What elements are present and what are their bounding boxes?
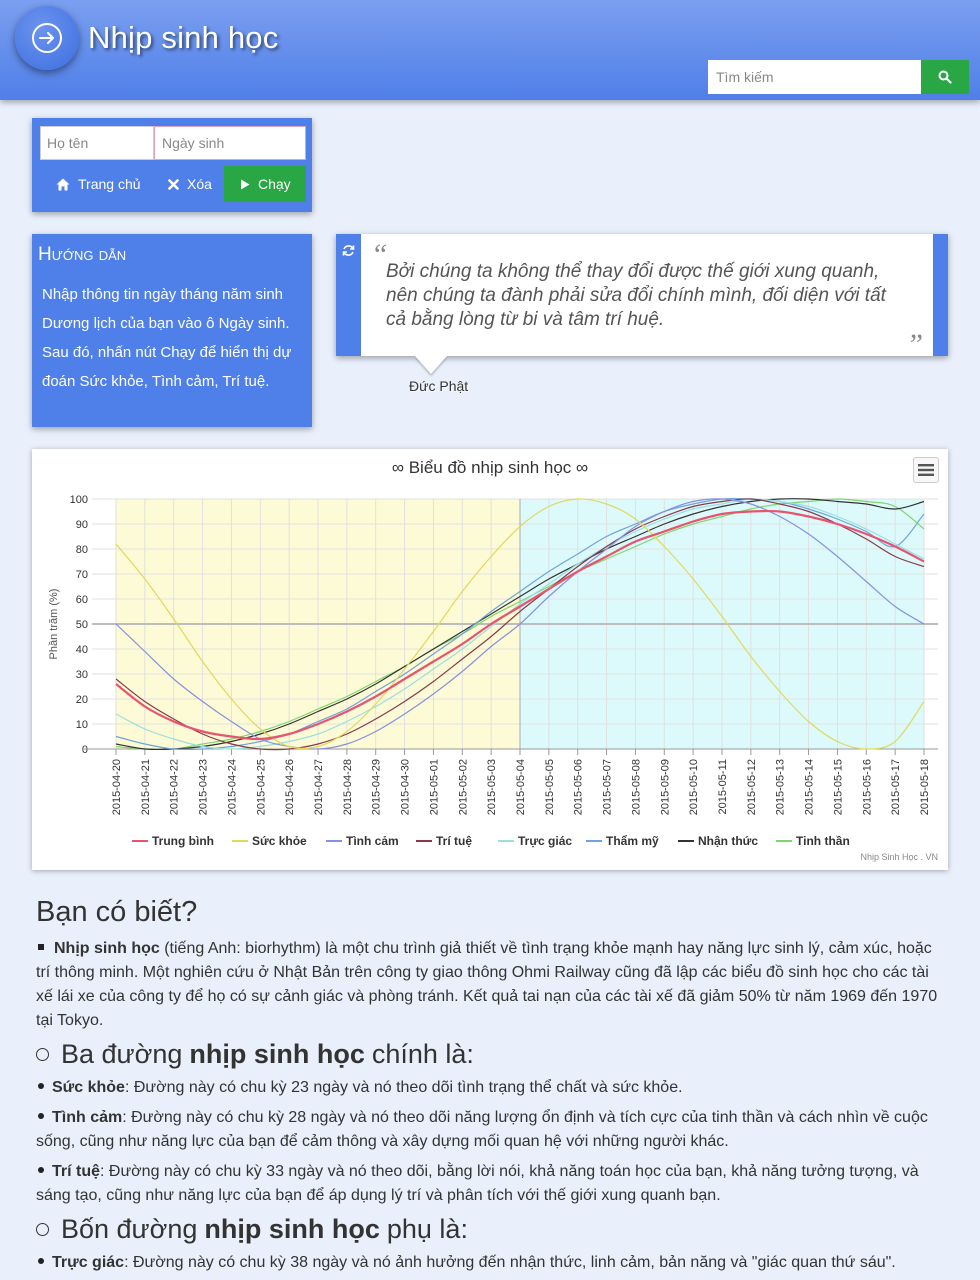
y-tick-label: 50 [75, 619, 88, 631]
circle-bullet [36, 1048, 49, 1061]
chart-menu-button[interactable] [913, 457, 939, 483]
x-tick-label: 2015-05-18 [919, 759, 931, 816]
y-tick-label: 80 [75, 544, 88, 556]
arrow-right-circle-icon [31, 22, 63, 54]
y-tick-label: 70 [75, 569, 88, 581]
close-icon [168, 179, 179, 190]
guide-panel [32, 234, 312, 427]
home-icon [56, 178, 70, 191]
article-heading: Bạn có biết? [36, 896, 198, 928]
search-button[interactable] [921, 60, 969, 94]
y-tick-label: 100 [69, 494, 88, 506]
x-tick-label: 2015-05-16 [861, 759, 874, 816]
y-tick-label: 40 [75, 644, 88, 656]
y-tick-label: 20 [75, 694, 88, 706]
site-title[interactable]: Nhịp sinh học [88, 20, 279, 55]
x-tick-label: 2015-05-05 [543, 759, 556, 816]
quote-close-mark: ” [906, 328, 923, 361]
legend-item: Thẩm mỹ [606, 834, 659, 848]
site-header [0, 0, 980, 100]
x-tick-label: 2015-05-13 [774, 759, 787, 816]
home-button-label: Trang chủ [78, 176, 141, 192]
logo-button[interactable] [15, 6, 79, 70]
dot-bullet [38, 1258, 44, 1264]
x-tick-label: 2015-05-03 [486, 759, 499, 816]
run-button[interactable] [224, 166, 306, 202]
x-tick-label: 2015-05-10 [688, 759, 701, 816]
chart-title: ∞ Biểu đồ nhịp sinh học ∞ [391, 458, 589, 477]
x-tick-label: 2015-04-25 [255, 759, 268, 816]
legend-item: Tình cảm [346, 834, 399, 848]
intro-term: Nhịp sinh học [54, 940, 160, 957]
y-tick-label: 10 [75, 719, 88, 731]
y-axis-label: Phần trăm (%) [48, 588, 60, 660]
clear-button-label: Xóa [187, 176, 212, 192]
quote-card [361, 234, 933, 361]
quote-author: Đức Phật [409, 378, 469, 394]
square-bullet [38, 944, 44, 950]
article [36, 896, 941, 1280]
dot-bullet [38, 1113, 44, 1119]
x-tick-label: 2015-04-21 [139, 759, 152, 816]
item-term: Trí tuệ [52, 1163, 101, 1180]
chart-canvas [32, 449, 948, 870]
x-tick-label: 2015-05-02 [457, 759, 470, 816]
list-item [36, 1076, 941, 1100]
y-tick-label: 0 [81, 744, 88, 756]
clear-button[interactable] [154, 166, 224, 202]
x-tick-label: 2015-05-04 [515, 759, 527, 816]
legend-item: Trực giác [518, 834, 573, 848]
item-term: Trực giác [52, 1254, 125, 1271]
y-tick-label: 30 [75, 669, 88, 681]
circle-bullet [36, 1223, 49, 1236]
list-item [36, 1251, 941, 1275]
quote-panel [336, 234, 948, 361]
guide-title: Hướng dẫn [38, 244, 127, 265]
sub-rhythms-heading [36, 1214, 941, 1245]
item-term: Tình cảm [52, 1109, 123, 1126]
intro-text: (tiếng Anh: biorhythm) là một chu trình giả thiết về tình trạng khỏe mạnh hay năng lực sinh lý, cảm xúc, hoặc trí thông minh. Một nghiên cứu ở Nhật Bản trên công ty giao thông Ohmi Railway cũng đã lập các biểu đồ sinh học cho các tài xế lái xe của công ty để họ có sự cảnh giác và phòng tránh. Kết quả tai nạn của các tài xế đã giảm 50% từ năm 1969 đến 1970 tại Tokyo. [36, 940, 938, 1029]
x-tick-label: 2015-04-22 [168, 759, 181, 816]
x-tick-label: 2015-04-28 [341, 759, 354, 816]
legend-item: Nhận thức [698, 834, 759, 848]
item-text: : Đường này có chu kỳ 23 ngày và nó theo dõi tình trạng thể chất và sức khỏe. [124, 1079, 683, 1096]
sub-heading-term: nhịp sinh học [204, 1214, 380, 1244]
birth-form [32, 118, 312, 212]
quote-pointer [415, 356, 447, 374]
refresh-icon[interactable] [342, 244, 355, 257]
x-tick-label: 2015-05-15 [832, 759, 845, 816]
legend-item: Tinh thần [796, 834, 850, 848]
x-tick-label: 2015-05-07 [601, 759, 614, 816]
search-input[interactable] [708, 60, 921, 94]
item-text: : Đường này có chu kỳ 33 ngày và nó theo dõi, bằng lời nói, khả năng toán học của bạn, khả năng tưởng tượng, và sáng tạo, cũng như năng lực của bạn để áp dụng lý trí và phân tích với thế giới xung quanh bạn. [36, 1163, 919, 1204]
guide-text: Nhập thông tin ngày tháng năm sinh Dương lịch của bạn vào ô Ngày sinh. Sau đó, nhấn nút Chạy để hiển thị dự đoán Sức khỏe, Tình cảm, Trí tuệ. [42, 286, 292, 390]
x-tick-label: 2015-05-01 [428, 759, 441, 816]
search-icon [938, 70, 952, 84]
x-tick-label: 2015-04-23 [197, 759, 210, 816]
dot-bullet [38, 1167, 44, 1173]
x-tick-label: 2015-05-14 [803, 759, 816, 816]
main-heading-term: nhịp sinh học [189, 1039, 365, 1069]
dot-bullet [38, 1083, 44, 1089]
x-tick-label: 2015-04-30 [399, 759, 412, 816]
x-tick-label: 2015-05-06 [572, 759, 585, 816]
name-input[interactable] [40, 126, 154, 160]
main-heading-suffix: chính là: [371, 1039, 474, 1069]
legend-item: Trung bình [152, 834, 214, 848]
item-term: Sức khỏe [52, 1079, 125, 1096]
x-tick-label: 2015-05-12 [745, 759, 758, 816]
x-tick-label: 2015-05-17 [890, 759, 903, 816]
x-tick-label: 2015-05-08 [630, 759, 643, 816]
play-icon [240, 179, 250, 190]
x-tick-label: 2015-04-29 [370, 759, 383, 816]
quote-open-mark: “ [371, 238, 388, 271]
sub-heading-suffix: phụ là: [386, 1214, 468, 1244]
x-tick-label: 2015-04-27 [313, 759, 325, 816]
sub-heading-prefix: Bốn đường [61, 1214, 198, 1244]
x-tick-label: 2015-05-11 [717, 759, 729, 815]
biorhythm-chart [32, 449, 948, 870]
main-rhythms-heading [36, 1039, 941, 1070]
list-item [36, 1160, 941, 1208]
chart-credit: Nhịp Sinh Học . VN [860, 852, 938, 862]
hamburger-icon [918, 464, 934, 476]
article-intro [36, 937, 941, 1033]
run-button-label: Chạy [258, 176, 291, 192]
main-heading-prefix: Ba đường [61, 1039, 183, 1069]
home-button[interactable] [40, 166, 154, 202]
x-tick-label: 2015-05-09 [659, 759, 672, 816]
legend-item: Trí tuệ [436, 834, 473, 848]
x-tick-label: 2015-04-20 [111, 759, 123, 816]
quote-text: Bởi chúng ta không thể thay đổi được thế giới xung quanh, nên chúng ta đành phải sửa đổi chính mình, đối diện với tất cả bằng lòng từ bi và tâm trí huệ. [386, 261, 886, 330]
x-tick-label: 2015-04-26 [284, 759, 297, 816]
y-tick-label: 90 [75, 519, 88, 531]
item-text: : Đường này có chu kỳ 28 ngày và nó theo dõi năng lượng ổn định và tích cực của tinh thần và cách nhìn về cuộc sống, cũng như năng lực của bạn để cảm thông và xây dựng mối quan hệ với những người khác. [36, 1109, 928, 1150]
x-tick-label: 2015-04-24 [226, 759, 239, 816]
item-text: : Đường này có chu kỳ 38 ngày và nó ảnh hưởng đến nhận thức, linh cảm, bản năng và "giác quan thứ sáu". [124, 1254, 896, 1271]
y-tick-label: 60 [75, 594, 88, 606]
legend-item: Sức khỏe [252, 834, 307, 848]
list-item [36, 1106, 941, 1154]
birthdate-input[interactable] [154, 126, 306, 160]
